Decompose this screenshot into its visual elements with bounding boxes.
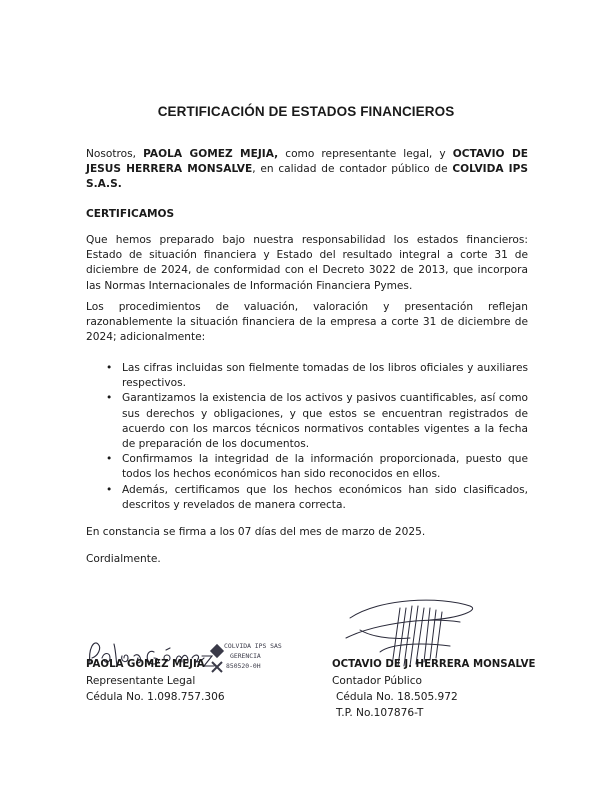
list-item-text: Las cifras incluidas son fielmente tomadas de los libros oficiales y auxiliares respectivos. [122,362,528,390]
accountant-tp: T.P. No.107876-T [336,707,424,719]
legal-rep-signature-block [86,657,225,705]
paragraph-statements: Que hemos preparado bajo nuestra responsabilidad los estados financieros: Estado de situación financiera y Estado del resultado integral a corte 31 de diciembre de 2024, de conformidad con el Decreto 3022 de 2013, que incorpora las Normas Internacionales de Información Financiera Pymes. [86,234,528,292]
certify-heading: CERTIFICAMOS [86,208,175,220]
intro-text-2: como representante legal, y [278,148,453,160]
stamp-line-1: COLVIDA IPS SAS [224,642,282,650]
intro-text-1: Nosotros, [86,148,144,160]
intro-paragraph [86,147,528,193]
list-item [86,483,528,513]
paragraph-procedures: Los procedimientos de valuación, valoración y presentación reflejan razonablemente la situación financiera de la empresa a corte 31 de diciembre de 2024; adicionalmente: [86,301,528,344]
accountant-signature-block [332,657,535,721]
list-item-text: Confirmamos la integridad de la información proporcionada, puesto que todos los hechos económicos han sido reconocidos en ellos. [122,453,528,481]
certification-list [86,361,528,513]
legal-rep-role: Representante Legal [86,675,196,687]
accountant-id: Cédula No. 18.505.972 [336,691,458,703]
list-item [86,391,528,452]
document-title: CERTIFICACIÓN DE ESTADOS FINANCIEROS [157,104,455,119]
bullet-icon: • [106,453,113,466]
intro-text-3: , en calidad de contador público de [252,163,453,176]
accountant-signature-name: OCTAVIO DE J. HERRERA MONSALVE [332,659,536,670]
farewell-text: Cordialmente. [86,553,161,565]
accountant-role: Contador Público [332,675,423,687]
stamp-line-2: GERENCIA [230,652,261,660]
closing-statement: En constancia se firma a los 07 días del mes de marzo de 2025. [86,526,426,538]
bullet-icon: • [106,483,113,496]
company-name: COLVIDA IPS S.A.S. [86,163,528,191]
bullet-icon: • [106,392,113,405]
bullet-icon: • [106,362,113,374]
legal-rep-signature-name: PAOLA GOMEZ MEJIA [86,659,205,670]
stamp-line-3: 850520-0H [226,662,261,670]
legal-rep-name: PAOLA GOMEZ MEJIA, [143,148,279,160]
list-item [86,452,528,482]
list-item-text: Además, certificamos que los hechos económicos han sido clasificados, descritos y revelados de manera correcta. [122,483,528,511]
list-item-text: Garantizamos la existencia de los activos y pasivos cuantificables, así como sus derechos y obligaciones, y que estos se encuentran registrados de acuerdo con los marcos técnicos normativos contables vigentes a la fecha de preparación de los documentos. [122,392,528,451]
list-item [86,361,528,391]
accountant-name: OCTAVIO DE JESUS HERRERA MONSALVE [86,148,528,176]
legal-rep-id: Cédula No. 1.098.757.306 [86,691,225,703]
